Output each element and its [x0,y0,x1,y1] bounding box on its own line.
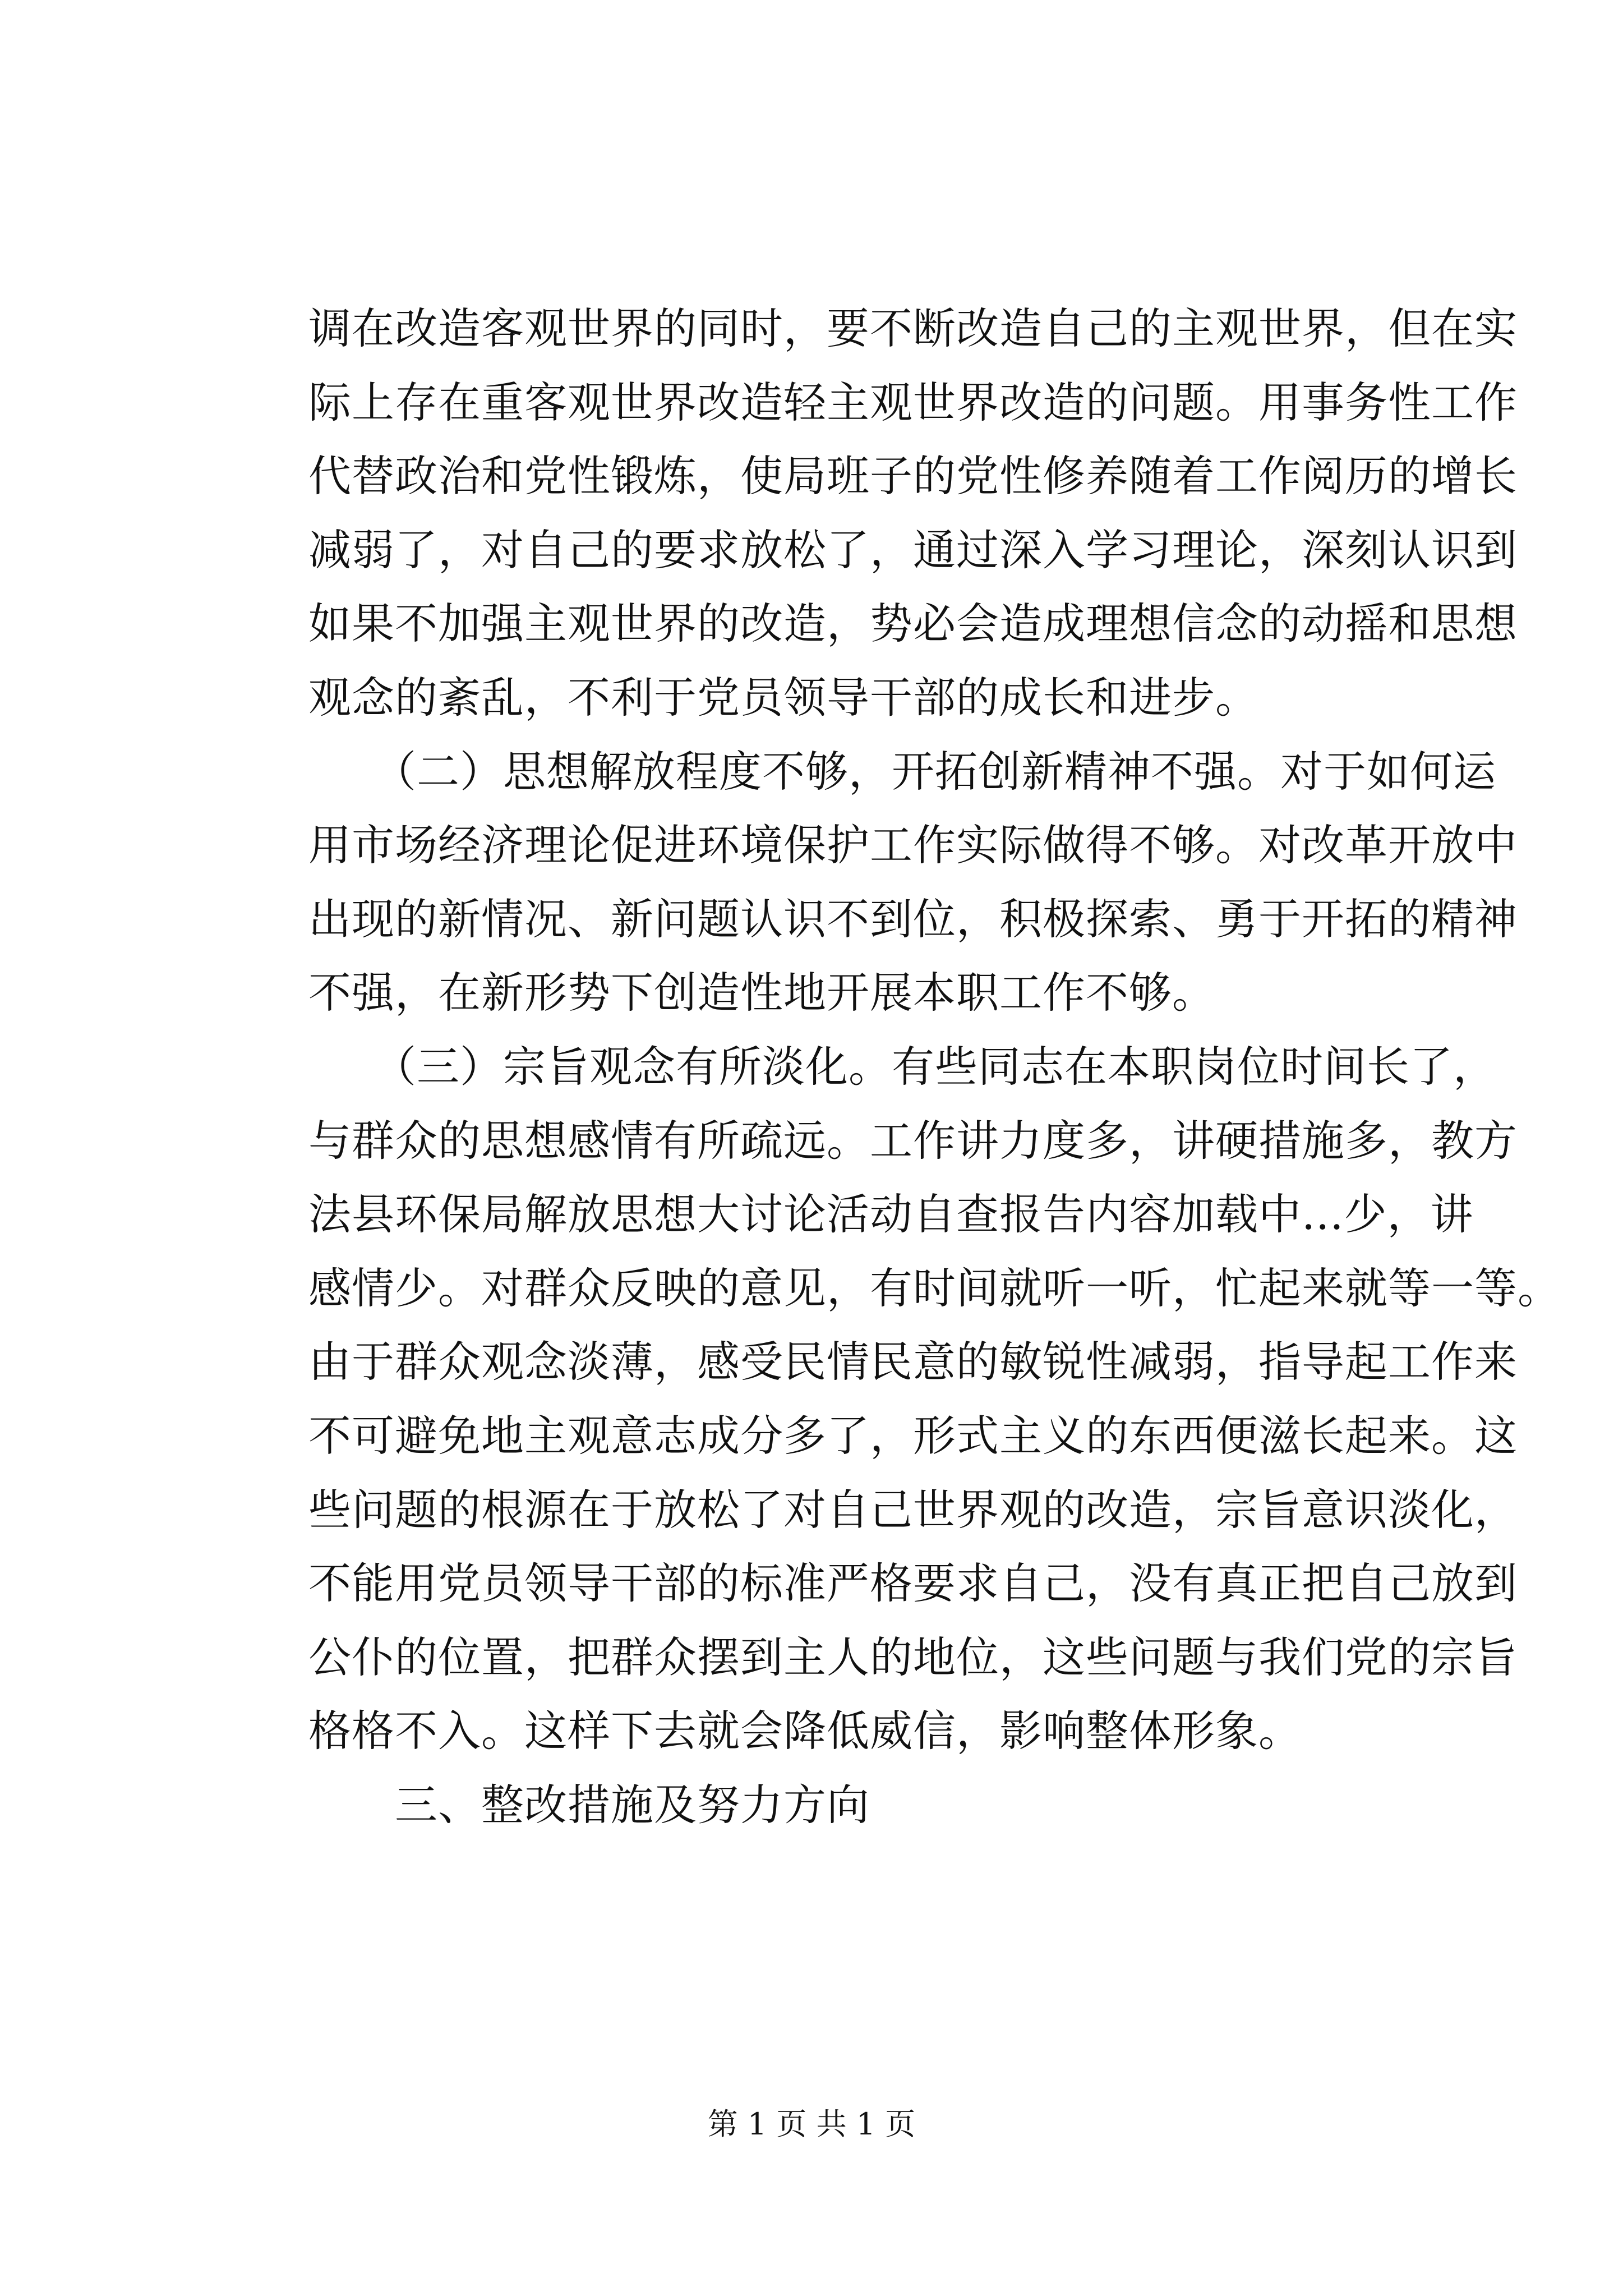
text-line: 由于群众观念淡薄，感受民情民意的敏锐性减弱，指导起工作来 [308,1337,1518,1387]
text-line: （二）思想解放程度不够，开拓创新精神不强。对于如何运 [308,746,1496,797]
text-line: 代替政治和党性锻炼，使局班子的党性修养随着工作阅历的增长 [308,451,1518,501]
text-line: 观念的紊乱，不利于党员领导干部的成长和进步。 [308,672,1258,723]
text-line: （三）宗旨观念有所淡化。有些同志在本职岗位时间长了， [308,1041,1496,1092]
text-line: 如果不加强主观世界的改造，势必会造成理想信念的动摇和思想 [308,599,1518,649]
text-line: 减弱了，对自己的要求放松了，通过深入学习理论，深刻认识到 [308,524,1518,575]
text-line: 不强，在新形势下创造性地开展本职工作不够。 [308,968,1215,1018]
text-line: 不可避免地主观意志成分多了，形式主义的东西便滋长起来。这 [308,1410,1518,1461]
text-line: 公仆的位置，把群众摆到主人的地位，这些问题与我们党的宗旨 [308,1632,1518,1682]
text-line: 不能用党员领导干部的标准严格要求自己，没有真正把自己放到 [308,1558,1518,1609]
text-line: 感情少。对群众反映的意见，有时间就听一听，忙起来就等一等。 [308,1263,1561,1313]
text-line: 格格不入。这样下去就会降低威信，影响整体形象。 [308,1706,1302,1756]
text-line: 出现的新情况、新问题认识不到位，积极探索、勇于开拓的精神 [308,894,1518,944]
text-line: 些问题的根源在于放松了对自己世界观的改造，宗旨意识淡化， [308,1484,1518,1535]
text-line: 用市场经济理论促进环境保护工作实际做得不够。对改革开放中 [308,820,1518,871]
text-line: 际上存在重客观世界改造轻主观世界改造的问题。用事务性工作 [308,377,1518,427]
body-text [308,292,1561,1842]
text-line: 调在改造客观世界的同时，要不断改造自己的主观世界，但在实 [308,303,1518,353]
text-line: 法县环保局解放思想大讨论活动自查报告内容加载中...少，讲 [308,1189,1474,1240]
section-heading: 三、整改措施及努力方向 [308,1779,870,1830]
text-line: 与群众的思想感情有所疏远。工作讲力度多，讲硬措施多，教方 [308,1115,1518,1166]
page-number-footer: 第 1 页 共 1 页 [707,2106,916,2142]
